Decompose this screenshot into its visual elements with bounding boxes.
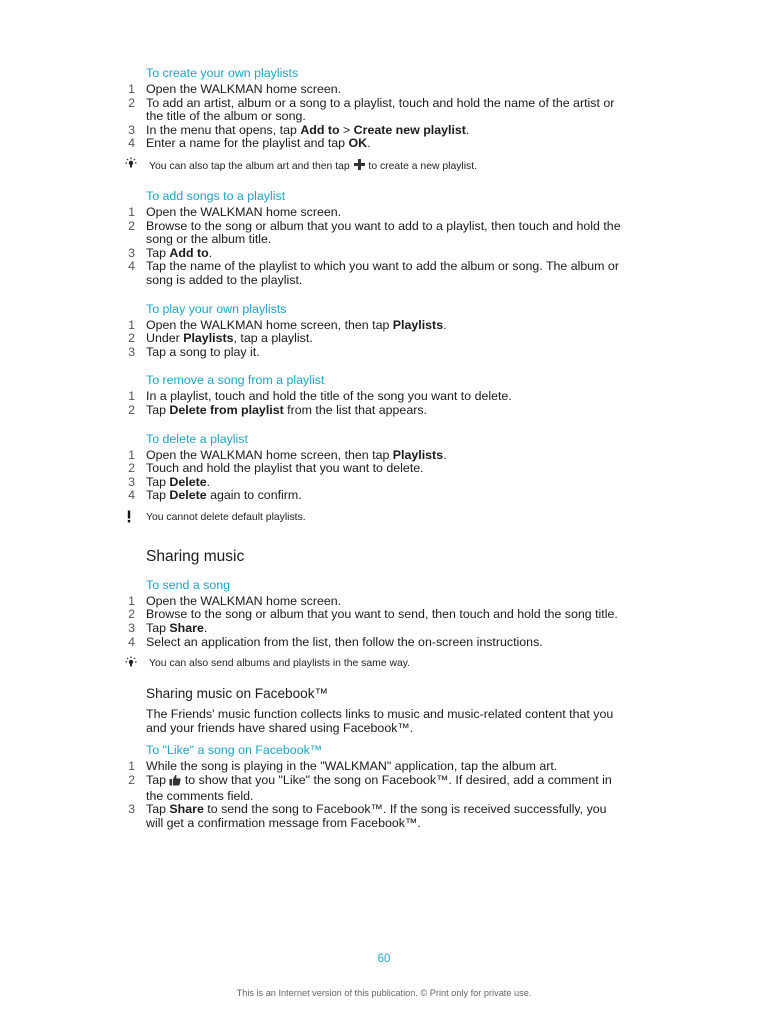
step-ui-term: Add to [169,245,209,260]
step-ui-term: Share [169,802,204,817]
step-item [128,122,626,138]
step-text: . [465,122,470,137]
procedure-add-songs [128,188,626,288]
step-number: 1 [128,204,135,219]
step-item [128,95,626,124]
step-text: Touch and hold the playlist that you want to delete. [146,461,424,476]
step-text: . [443,317,447,332]
step-ui-term: Add to [300,122,340,137]
step-ui-term: Delete [169,474,207,489]
step-text: Tap [146,402,170,417]
procedure-heading: To play your own playlists [146,301,287,316]
tip-note [146,158,626,173]
step-text: Open the WALKMAN home screen, then tap [146,447,393,462]
step-text: Tap a song to play it. [146,344,260,359]
procedure-create-playlist [128,66,626,151]
step-text: . [443,447,447,462]
step-text: . [208,245,213,260]
step-text: Browse to the song or album that you want to add to a playlist, then touch and hold the song or the album title. [146,218,621,247]
page-number: 60 [377,953,391,965]
step-text: to show that you "Like" the song on Facebook™. If desired, add a comment in the comments field. [146,773,612,803]
step-ui-term: Playlists [392,447,444,462]
step-text: Select an application from the list, then follow the on-screen instructions. [146,634,543,649]
step-text: . [203,621,208,636]
step-item [128,204,626,220]
page-content [128,66,626,830]
step-number: 3 [128,344,135,359]
procedure-play-playlists [128,301,626,360]
step-number: 3 [128,802,135,817]
step-text: In a playlist, touch and hold the title of the song you want to delete. [146,389,512,404]
step-item [128,344,626,360]
step-number: 4 [128,634,135,649]
step-text: to send the song to Facebook™. If the song is received successfully, you will get a confirmation message from Facebook™. [146,802,607,830]
thumbs-up-icon [169,774,181,790]
step-text: Open the WALKMAN home screen. [146,204,342,219]
step-ui-term: Share [169,621,204,636]
step-item [128,82,626,97]
plus-icon [353,158,366,171]
step-text: Tap [146,474,170,489]
step-list [128,759,626,830]
step-number: 2 [128,773,135,788]
step-number: 1 [128,447,135,462]
step-text: Under [146,331,184,346]
step-ui-term: OK [348,136,368,151]
step-text: Open the WALKMAN home screen. [146,82,342,96]
procedure-send-song [128,577,626,649]
step-list [128,204,626,288]
step-text: To add an artist, album or a song to a playlist, touch and hold the name of the artist or the title of the album or song. [146,95,615,124]
step-text: Open the WALKMAN home screen, then tap [146,317,393,332]
step-ui-term: Delete from playlist [169,402,284,417]
step-text: from the list that appears. [283,402,427,417]
procedure-heading: To delete a playlist [146,431,248,446]
step-number: 2 [128,95,135,110]
procedure-remove-song [128,373,626,417]
step-text: Browse to the song or album that you want to send, then touch and hold the song title. [146,607,618,622]
intro-paragraph: The Friends' music function collects links to music and music-related content that you and your friends have shared using Facebook™. [146,707,614,735]
step-item [128,461,626,476]
step-text: While the song is playing in the "WALKMAN" application, tap the album art. [146,759,558,774]
exclamation-icon [122,510,136,524]
step-ui-term: Playlists [183,331,234,346]
step-item [128,317,626,333]
step-number: 3 [128,122,135,137]
procedure-delete-playlist [128,431,626,503]
step-number: 4 [128,488,135,503]
step-text: Enter a name for the playlist and tap [146,136,349,151]
step-text: Tap [146,488,170,503]
step-text: > [339,122,354,137]
step-number: 1 [128,593,135,608]
step-number: 4 [128,259,135,274]
procedure-heading: To send a song [146,577,231,592]
step-number: 1 [128,759,135,774]
step-list [128,593,626,649]
step-item [128,773,626,803]
step-number: 2 [128,607,135,622]
step-item [128,259,626,287]
step-item [128,607,626,622]
step-number: 2 [128,218,135,233]
step-text: Tap [146,621,170,636]
step-ui-term: Create new playlist [353,122,466,137]
procedure-heading: To remove a song from a playlist [146,373,325,388]
step-number: 4 [128,136,135,151]
procedure-heading: To "Like" a song on Facebook™ [146,743,323,758]
step-item [128,447,626,463]
lightbulb-icon [124,656,138,670]
step-item [128,389,626,404]
step-number: 2 [128,461,135,476]
step-number: 3 [128,474,135,489]
footer-notice: This is an Internet version of this publication. © Print only for private use. [236,988,532,998]
step-item [128,802,626,830]
step-number: 1 [128,82,135,96]
step-item [128,621,626,636]
tip-text: You can also send albums and playlists in the same way. [149,658,411,670]
step-number: 2 [128,331,135,346]
step-text: Tap [146,245,170,260]
step-item [128,402,626,418]
subsection-title: Sharing music on Facebook™ [146,686,329,702]
procedure-like-song [128,743,626,830]
procedure-heading: To create your own playlists [146,66,299,80]
procedure-heading: To add songs to a playlist [146,188,286,203]
step-text: again to confirm. [206,488,302,503]
step-list [128,82,626,151]
section-title: Sharing music [146,547,245,565]
tip-text-after: to create a new playlist. [365,160,478,172]
step-item [128,331,626,346]
step-text: Tap [146,802,170,817]
step-text: Tap [146,773,170,788]
step-item [128,245,626,261]
tip-note [146,657,626,670]
step-text: Tap the name of the playlist to which you want to add the album or song. The album or song is added to the playlist. [146,259,619,287]
step-text: Open the WALKMAN home screen. [146,593,342,608]
step-number: 3 [128,621,135,636]
step-item [128,593,626,609]
step-item [128,759,626,774]
step-list [128,447,626,503]
warning-note [146,511,626,524]
step-item [128,488,626,503]
step-number: 3 [128,245,135,260]
step-item [128,136,626,151]
lightbulb-icon [124,157,138,171]
step-item [128,634,626,650]
warning-text: You cannot delete default playlists. [146,511,306,523]
step-item [128,474,626,490]
step-text: . [367,136,371,151]
step-ui-term: Delete [169,488,207,503]
step-number: 1 [128,389,135,404]
step-ui-term: Playlists [392,317,444,332]
step-list [128,389,626,417]
tip-text-before: You can also tap the album art and then tap [149,160,353,172]
step-number: 1 [128,317,135,332]
step-item [128,218,626,247]
step-text: , tap a playlist. [233,331,313,346]
step-number: 2 [128,402,135,417]
step-text: In the menu that opens, tap [146,122,301,137]
step-text: . [206,474,211,489]
step-list [128,317,626,360]
